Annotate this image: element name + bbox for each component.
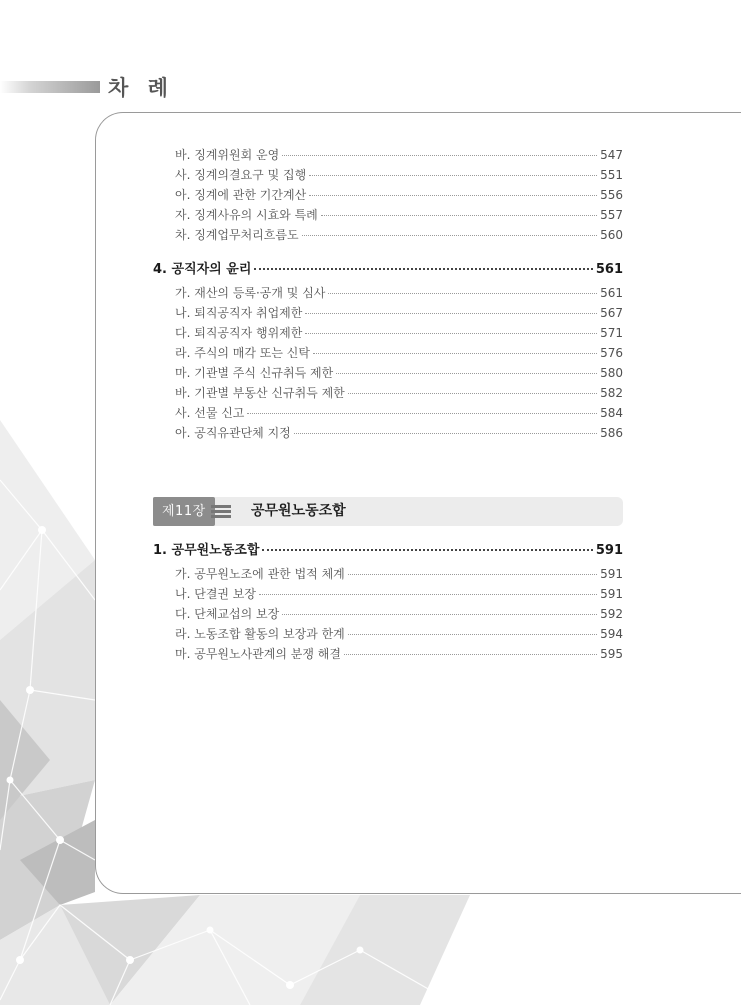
toc-entry-label: 사. 징계의결요구 및 집행 [175,168,307,182]
dot-leader [259,593,597,595]
toc-entry-label: 아. 공직유관단체 지정 [175,426,291,440]
toc-entry-label: 바. 징계위원회 운영 [175,148,280,162]
toc-entry-page: 582 [600,386,623,400]
toc-entry[interactable] [153,403,623,423]
toc-entry-label: 차. 징계업무처리흐름도 [175,228,299,242]
dot-leader [348,633,597,635]
toc-entry[interactable] [153,383,623,403]
dot-leader [254,267,592,270]
toc-entry[interactable] [153,165,623,185]
toc-entry-label: 마. 기관별 주식 신규취득 제한 [175,366,334,380]
toc-entry-page: 560 [600,228,623,242]
toc-entry[interactable] [153,323,623,343]
toc-entry[interactable] [153,604,623,624]
dot-leader [348,392,597,394]
toc-entry-page: 561 [600,286,623,300]
toc-entry[interactable] [153,423,623,443]
toc-entry-label: 라. 주식의 매각 또는 신탁 [175,346,310,360]
toc-section-page: 591 [595,543,623,558]
toc-entry-page: 591 [600,587,623,601]
dot-leader [309,174,597,176]
dot-leader [309,194,597,196]
toc-entry-page: 591 [600,567,623,581]
toc-section-1 [153,538,623,664]
toc-entry[interactable] [153,343,623,363]
chapter-number-badge: 제11장 [153,497,215,526]
toc-entry-page: 576 [600,346,623,360]
toc-entry[interactable] [153,185,623,205]
toc-section-page: 561 [595,262,623,277]
toc-entry[interactable] [153,283,623,303]
dot-leader [321,214,597,216]
toc-entry-label: 라. 노동조합 활동의 보장과 한계 [175,627,345,641]
toc-entry[interactable] [153,225,623,245]
toc-entry[interactable] [153,564,623,584]
dot-leader [262,548,592,551]
dot-leader [313,352,597,354]
toc-entry-page: 567 [600,306,623,320]
toc-section-4 [153,257,623,443]
dot-leader [282,613,597,615]
dot-leader [305,312,597,314]
dot-leader [247,412,597,414]
toc-entry-page: 571 [600,326,623,340]
dot-leader [348,573,597,575]
dot-leader [336,372,597,374]
toc-entry-label: 나. 단결권 보장 [175,587,256,601]
dot-leader [344,653,597,655]
toc-entry-label: 자. 징계사유의 시효와 특례 [175,208,318,222]
toc-entry-page: 586 [600,426,623,440]
chapter-banner[interactable] [153,497,623,526]
toc-entry[interactable] [153,303,623,323]
toc-entry-label: 바. 기관별 부동산 신규취득 제한 [175,386,345,400]
toc-entry-label: 아. 징계에 관한 기간계산 [175,188,307,202]
dot-leader [282,154,597,156]
toc-section-title: 1. 공무원노동조합 [153,543,260,558]
toc-entry[interactable] [153,584,623,604]
toc-entry-page: 557 [600,208,623,222]
dot-leader [294,432,597,434]
chapter-title: 공무원노동조합 [251,503,346,519]
toc-entry[interactable] [153,624,623,644]
toc-entry-label: 가. 재산의 등록·공개 및 심사 [175,286,326,300]
toc-entry-page: 594 [600,627,623,641]
dot-leader [328,292,597,294]
toc-entry-page: 580 [600,366,623,380]
toc-entry[interactable] [153,363,623,383]
toc-top-list [153,145,623,245]
toc-entry[interactable] [153,205,623,225]
toc-section-heading[interactable] [153,538,623,564]
chapter-stripes-icon [211,505,231,520]
toc-entry-label: 나. 퇴직공직자 취업제한 [175,306,303,320]
toc-entry-label: 사. 선물 신고 [175,406,245,420]
toc-entry-page: 592 [600,607,623,621]
toc-entry-page: 584 [600,406,623,420]
page-title: 차 례 [108,76,174,100]
toc-entry-page: 556 [600,188,623,202]
toc-entry[interactable] [153,145,623,165]
dot-leader [305,332,597,334]
toc-entry-page: 595 [600,647,623,661]
dot-leader [302,234,598,236]
toc-entry-label: 다. 퇴직공직자 행위제한 [175,326,303,340]
toc-entry-page: 551 [600,168,623,182]
toc-entry-page: 547 [600,148,623,162]
toc-section-heading[interactable] [153,257,623,283]
toc-entry-label: 마. 공무원노사관계의 분쟁 해결 [175,647,341,661]
toc-section-title: 4. 공직자의 윤리 [153,262,252,277]
header-gradient-bar [0,81,100,93]
toc-entry-label: 가. 공무원노조에 관한 법적 체계 [175,567,345,581]
toc-entry-label: 다. 단체교섭의 보장 [175,607,280,621]
toc-entry[interactable] [153,644,623,664]
